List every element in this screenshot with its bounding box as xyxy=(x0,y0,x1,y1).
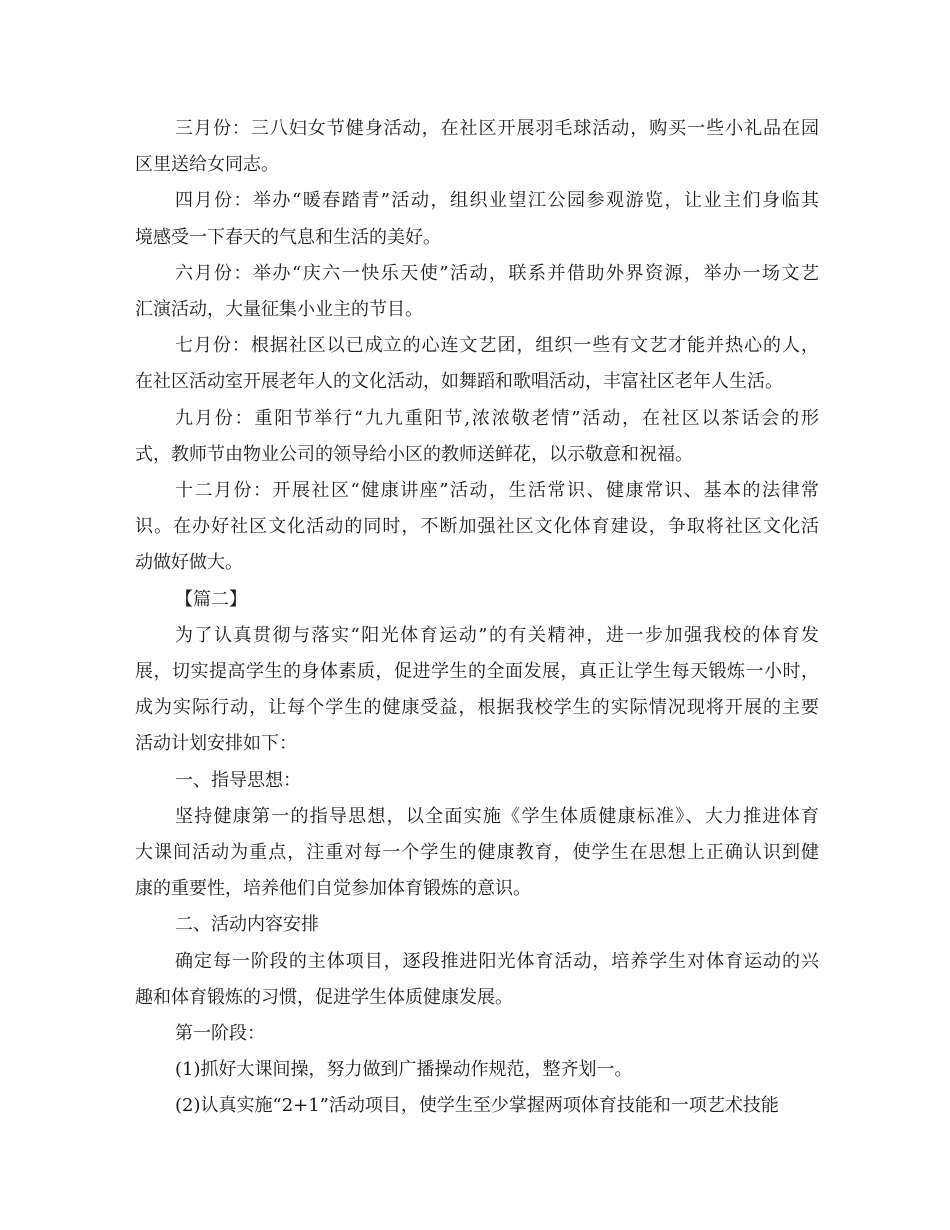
paragraph-first-line: 【篇二】 xyxy=(175,588,247,610)
paragraph-first-line: 为了认真贯彻与落实“阳光体育运动”的有关精神，进一步加强我校的体育发 xyxy=(175,624,819,646)
paragraph-first-line: (2)认真实施“2+1”活动项目，使学生至少掌握两项体育技能和一项艺术技能 xyxy=(175,1095,779,1117)
paragraph-first-line: 九月份：重阳节举行“九九重阳节,浓浓敬老情”活动，在社区以茶话会的形 xyxy=(175,407,819,429)
paragraph-first-line: 四月份：举办“暖春踏青”活动，组织业望江公园参观游览，让业主们身临其 xyxy=(175,190,819,212)
paragraph-line: 活动计划安排如下： xyxy=(135,733,297,755)
paragraph-first-line: 坚持健康第一的指导思想，以全面实施《学生体质健康标准》、大力推进体育 xyxy=(175,805,819,827)
paragraph-line: 展，切实提高学生的身体素质，促进学生的全面发展，真正让学生每天锻炼一小时， xyxy=(135,661,819,682)
paragraph-first-line: 十二月份：开展社区“健康讲座”活动，生活常识、健康常识、基本的法律常 xyxy=(175,480,819,501)
paragraph-line: 式，教师节由物业公司的领导给小区的教师送鲜花，以示敬意和祝福。 xyxy=(135,443,693,465)
paragraph-first-line: 六月份：举办“庆六一快乐天使”活动，联系并借助外界资源，举办一场文艺 xyxy=(175,262,819,284)
paragraph-line: 区里送给女同志。 xyxy=(135,154,279,176)
paragraph-line: 境感受一下春天的气息和生活的美好。 xyxy=(135,226,441,248)
paragraph-line: 汇演活动，大量征集小业主的节目。 xyxy=(135,299,423,320)
paragraph-line: 大课间活动为重点，注重对每一个学生的健康教育，使学生在思想上正确认识到健 xyxy=(135,842,819,863)
paragraph-line: 在社区活动室开展老年人的文化活动，如舞蹈和歌唱活动，丰富社区老年人生活。 xyxy=(135,371,783,393)
paragraph-first-line: 一、指导思想： xyxy=(175,769,301,791)
paragraph-first-line: 七月份：根据社区以已成立的心连文艺团，组织一些有文艺才能并热心的人， xyxy=(175,335,819,357)
paragraph-line: 成为实际行动，让每个学生的健康受益，根据我校学生的实际情况现将开展的主要 xyxy=(135,697,819,719)
paragraph-first-line: 二、活动内容安排 xyxy=(175,914,319,936)
paragraph-line: 康的重要性，培养他们自觉参加体育锻炼的意识。 xyxy=(135,878,531,900)
paragraph-line: 动做好做大。 xyxy=(135,552,243,574)
paragraph-first-line: (1)抓好大课间操，努力做到广播操动作规范，整齐划一。 xyxy=(175,1059,633,1081)
paragraph-line: 识。在办好社区文化活动的同时，不断加强社区文化体育建设，争取将社区文化活 xyxy=(135,516,819,538)
paragraph-line: 趣和体育锻炼的习惯，促进学生体质健康发展。 xyxy=(135,986,513,1008)
paragraph-first-line: 第一阶段： xyxy=(175,1023,265,1044)
paragraph-first-line: 确定每一阶段的主体项目，逐段推进阳光体育活动，培养学生对体育运动的兴 xyxy=(175,950,819,972)
paragraph-first-line: 三月份：三八妇女节健身活动，在社区开展羽毛球活动，购买一些小礼品在园 xyxy=(175,118,819,139)
